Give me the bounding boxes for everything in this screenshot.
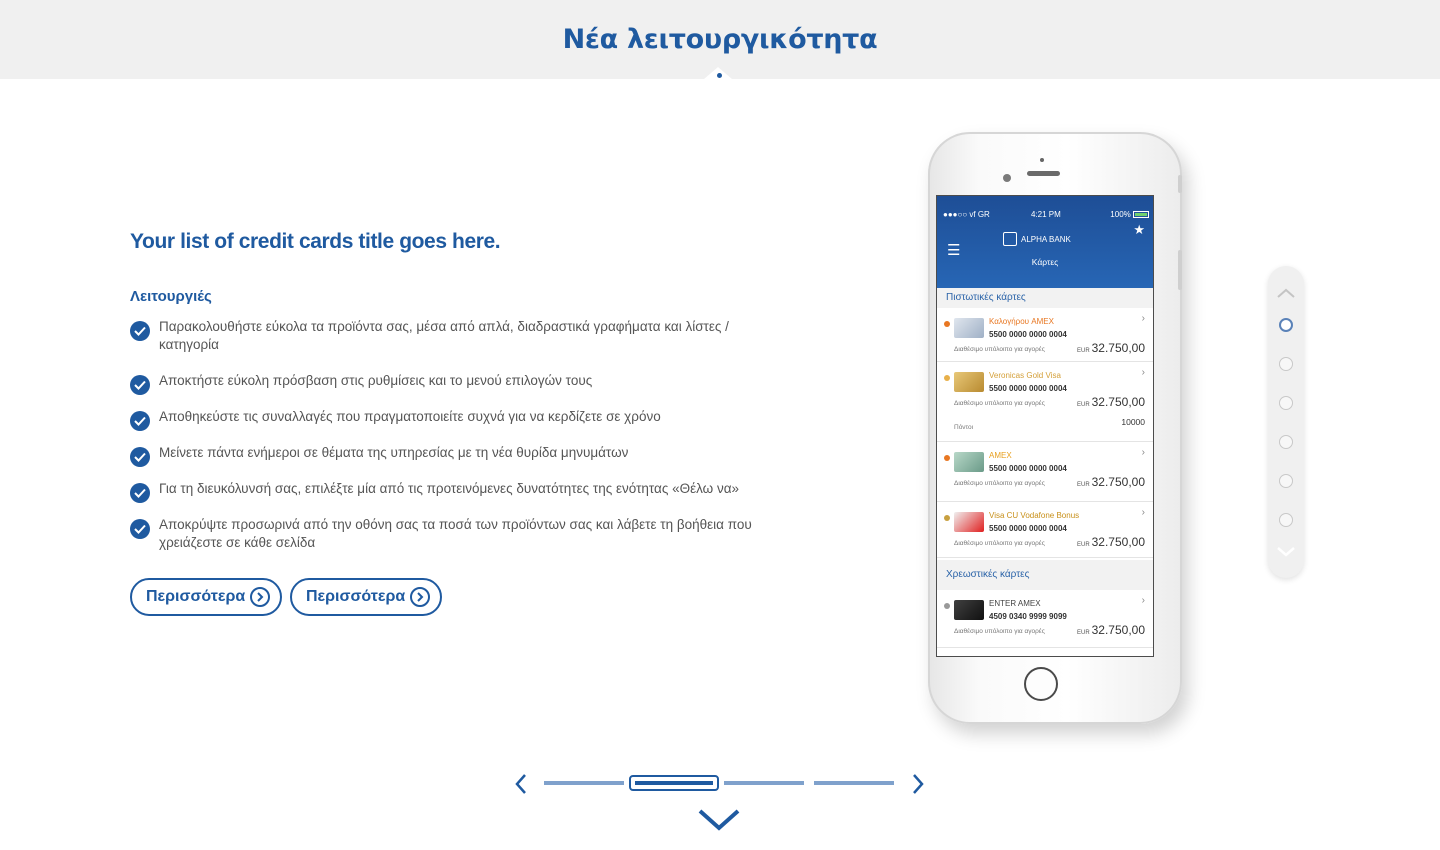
banner-indicator-dot — [717, 73, 722, 78]
chevron-right-icon: › — [1141, 447, 1145, 458]
feature-item — [130, 372, 770, 408]
card-currency: EUR — [1077, 542, 1090, 548]
content-title: Your list of credit cards title goes here. — [130, 230, 501, 253]
card-name: Veronicas Gold Visa — [989, 371, 1061, 380]
card-image — [954, 512, 984, 532]
bank-logo-icon — [1003, 232, 1017, 246]
phone-mute-switch — [1178, 175, 1182, 193]
app-header — [937, 196, 1153, 288]
card-available-label: Διαθέσιμο υπόλοιπο για αγορές — [954, 480, 1045, 487]
card-number: 5500 0000 0000 0004 — [989, 524, 1067, 533]
phone-camera — [1003, 174, 1011, 182]
check-icon — [130, 447, 150, 467]
feature-item — [130, 408, 770, 444]
chevron-right-icon: › — [1141, 507, 1145, 518]
more-button-label: Περισσότερα — [146, 588, 246, 605]
chevron-down-icon[interactable] — [1276, 545, 1296, 559]
card-number: 5500 0000 0000 0004 — [989, 330, 1067, 339]
card-name: AMEX — [989, 451, 1012, 460]
section-label: Λειτουργιές — [130, 288, 212, 305]
feature-text: Αποθηκεύστε τις συναλλαγές που πραγματοποιείτε συχνά για να κερδίζετε σε χρόνο — [159, 409, 661, 424]
slider-next-arrow-icon[interactable] — [911, 773, 925, 795]
card-currency: EUR — [1077, 630, 1090, 636]
slider-active-fill — [635, 781, 713, 785]
bank-brand — [1003, 232, 1071, 246]
feature-text: Παρακολουθήστε εύκολα τα προϊόντα σας, μέσα από απλά, διαδραστικά γραφήματα και λίστες / κατηγορία — [159, 319, 729, 352]
slider-segment-1[interactable] — [544, 781, 624, 785]
vertical-pager — [1268, 266, 1304, 578]
card-amount: 32.750,00 — [1091, 395, 1145, 409]
feature-list — [130, 318, 770, 556]
card-available-label: Διαθέσιμο υπόλοιπο για αγορές — [954, 400, 1045, 407]
phone-speaker — [1027, 171, 1060, 176]
more-button-1[interactable] — [130, 578, 282, 616]
slider-segment-3[interactable] — [724, 781, 804, 785]
header-banner — [0, 0, 1440, 79]
chevron-right-icon: › — [1141, 367, 1145, 378]
feature-item — [130, 318, 770, 372]
chevron-right-icon — [250, 587, 270, 607]
check-icon — [130, 411, 150, 431]
slider-prev-arrow-icon[interactable] — [514, 773, 528, 795]
card-number: 5500 0000 0000 0004 — [989, 464, 1067, 473]
star-icon[interactable]: ★ — [1133, 222, 1145, 237]
phone-home-button — [1024, 667, 1058, 701]
card-available-label: Διαθέσιμο υπόλοιπο για αγορές — [954, 628, 1045, 635]
card-image — [954, 452, 984, 472]
chevron-right-icon: › — [1141, 595, 1145, 606]
feature-text: Αποκρύψτε προσωρινά από την οθόνη σας τα ποσά των προϊόντων σας και λάβετε τη βοήθεια που χρειάζεστε σε κάθε σελίδα — [159, 517, 752, 550]
debit-cards-header: Χρεωστικές κάρτες — [937, 560, 1153, 590]
battery-icon — [1133, 211, 1149, 218]
pager-dot-1[interactable] — [1279, 318, 1293, 332]
card-dot — [944, 515, 950, 521]
card-name: Visa CU Vodafone Bonus — [989, 511, 1080, 520]
pager-dot-4[interactable] — [1279, 435, 1293, 449]
card-amount: 32.750,00 — [1091, 341, 1145, 355]
card-name: ENTER AMEX — [989, 599, 1041, 608]
check-icon — [130, 519, 150, 539]
phone-sensor — [1040, 158, 1044, 162]
card-amount: 32.750,00 — [1091, 535, 1145, 549]
check-icon — [130, 483, 150, 503]
card-currency: EUR — [1077, 482, 1090, 488]
card-image — [954, 372, 984, 392]
feature-text: Για τη διευκόλυνσή σας, επιλέξτε μία από τις προτεινόμενες δυνατότητες της ενότητας «Θέλω να» — [159, 481, 740, 496]
scroll-down-icon[interactable] — [698, 808, 740, 832]
card-row[interactable] — [937, 590, 1153, 648]
feature-item — [130, 516, 770, 556]
card-row[interactable] — [937, 308, 1153, 362]
card-dot — [944, 321, 950, 327]
slider-segment-4[interactable] — [814, 781, 894, 785]
check-icon — [130, 321, 150, 341]
card-available-label: Διαθέσιμο υπόλοιπο για αγορές — [954, 540, 1045, 547]
card-row[interactable] — [937, 502, 1153, 558]
card-currency: EUR — [1077, 348, 1090, 354]
status-time: 4:21 PM — [1031, 210, 1061, 219]
credit-cards-header: Πιστωτικές κάρτες — [937, 288, 1153, 308]
card-amount: 32.750,00 — [1091, 475, 1145, 489]
card-available-label: Διαθέσιμο υπόλοιπο για αγορές — [954, 346, 1045, 353]
card-dot — [944, 455, 950, 461]
feature-text: Μείνετε πάντα ενήμεροι σε θέματα της υπηρεσίας με τη νέα θυρίδα μηνυμάτων — [159, 445, 629, 460]
card-amount: 32.750,00 — [1091, 623, 1145, 637]
pager-dot-5[interactable] — [1279, 474, 1293, 488]
phone-screen — [936, 195, 1154, 657]
card-name: Καλογήρου AMEX — [989, 317, 1054, 326]
page-title: Νέα λειτουργικότητα — [562, 24, 878, 55]
status-bar — [943, 210, 1149, 219]
slider-segment-2-active[interactable] — [629, 775, 719, 791]
check-icon — [130, 375, 150, 395]
card-image — [954, 318, 984, 338]
card-row[interactable] — [937, 442, 1153, 502]
pager-dot-2[interactable] — [1279, 357, 1293, 371]
chevron-right-icon — [410, 587, 430, 607]
pager-dot-6[interactable] — [1279, 513, 1293, 527]
status-battery: 100% — [1110, 210, 1149, 219]
more-button-2[interactable] — [290, 578, 442, 616]
card-dot — [944, 375, 950, 381]
card-currency: EUR — [1077, 402, 1090, 408]
card-image — [954, 600, 984, 620]
chevron-right-icon: › — [1141, 313, 1145, 324]
chevron-up-icon[interactable] — [1276, 286, 1296, 300]
card-points-value: 10000 — [1121, 417, 1145, 427]
card-dot — [944, 603, 950, 609]
status-carrier: ●●●○○ vf GR — [943, 210, 990, 219]
app-tab-label: Κάρτες — [1031, 257, 1059, 267]
feature-item — [130, 480, 770, 516]
feature-text: Αποκτήστε εύκολη πρόσβαση στις ρυθμίσεις και το μενού επιλογών τους — [159, 373, 593, 388]
card-number: 4509 0340 9999 9099 — [989, 612, 1067, 621]
phone-volume-button — [1178, 250, 1182, 290]
card-points-label: Πόντοι — [954, 424, 974, 431]
feature-item — [130, 444, 770, 480]
card-row[interactable] — [937, 362, 1153, 442]
more-button-label: Περισσότερα — [306, 588, 406, 605]
bank-name: ALPHA BANK — [1021, 234, 1071, 244]
card-number: 5500 0000 0000 0004 — [989, 384, 1067, 393]
menu-icon[interactable]: ☰ — [947, 242, 961, 259]
pager-dot-3[interactable] — [1279, 396, 1293, 410]
